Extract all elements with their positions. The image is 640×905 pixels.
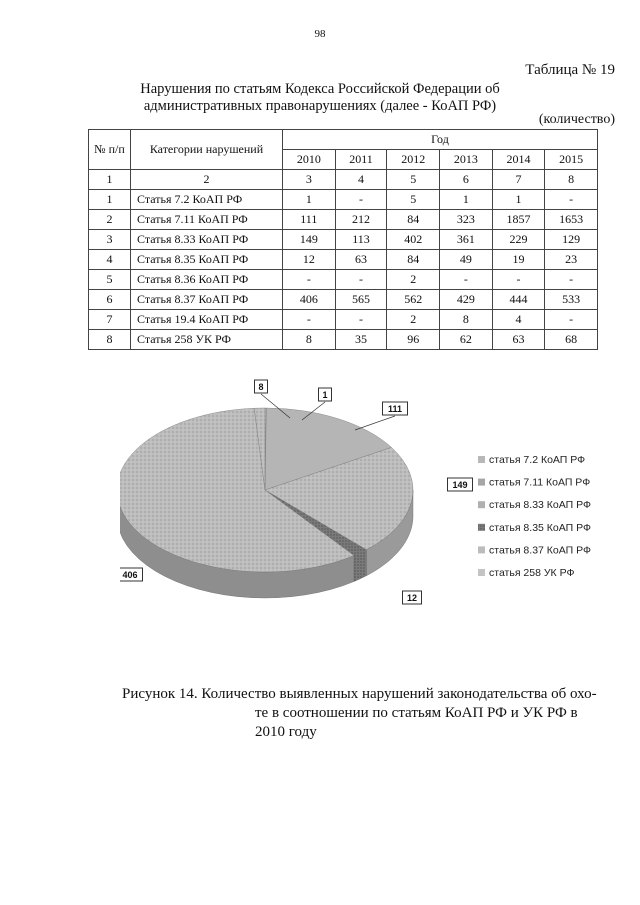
value-cell: -	[335, 190, 387, 210]
value-cell: 1	[283, 190, 336, 210]
index-cell: 4	[335, 170, 387, 190]
legend-label: статья 8.33 КоАП РФ	[489, 499, 591, 512]
value-cell: 84	[387, 250, 440, 270]
table-row	[89, 210, 598, 230]
value-cell: 2	[387, 310, 440, 330]
year-header: 2015	[545, 150, 598, 170]
year-header: 2014	[492, 150, 545, 170]
value-cell: 8	[440, 310, 493, 330]
pie-data-label	[403, 591, 422, 604]
value-cell: 129	[545, 230, 598, 250]
table-row	[89, 190, 598, 210]
value-cell: 406	[283, 290, 336, 310]
row-number: 1	[89, 190, 131, 210]
index-cell: 8	[545, 170, 598, 190]
row-number: 6	[89, 290, 131, 310]
category-cell: Статья 8.36 КоАП РФ	[131, 270, 283, 290]
legend-swatch	[478, 524, 485, 531]
legend-swatch	[478, 479, 485, 486]
row-number: 7	[89, 310, 131, 330]
category-cell: Статья 8.35 КоАП РФ	[131, 250, 283, 270]
legend-swatch	[478, 569, 485, 576]
value-cell: 1	[440, 190, 493, 210]
value-cell: 8	[283, 330, 336, 350]
value-cell: 35	[335, 330, 387, 350]
category-cell: Статья 258 УК РФ	[131, 330, 283, 350]
value-cell: 1857	[492, 210, 545, 230]
value-cell: 96	[387, 330, 440, 350]
table-title: Нарушения по статьям Кодекса Российской Федерации об административных правонарушениях (далее - КоАП РФ)	[140, 81, 500, 114]
row-number: 8	[89, 330, 131, 350]
value-cell: 444	[492, 290, 545, 310]
table-body	[89, 170, 598, 350]
value-cell: 402	[387, 230, 440, 250]
svg-text:406: 406	[122, 570, 138, 580]
value-cell: 111	[283, 210, 336, 230]
index-cell: 3	[283, 170, 336, 190]
pie-data-label	[120, 568, 143, 581]
chart-legend	[478, 454, 591, 579]
value-cell: 63	[335, 250, 387, 270]
page-number: 98	[314, 28, 326, 40]
value-cell: 361	[440, 230, 493, 250]
leader-line	[355, 416, 395, 430]
pie-data-label	[255, 380, 268, 393]
value-cell: 23	[545, 250, 598, 270]
legend-label: статья 8.37 КоАП РФ	[489, 544, 591, 557]
value-cell: 565	[335, 290, 387, 310]
row-number: 5	[89, 270, 131, 290]
value-cell: 149	[283, 230, 336, 250]
value-cell: 323	[440, 210, 493, 230]
table-row	[89, 270, 598, 290]
caption-line-2: те в соотношении по статьям КоАП РФ и УК РФ в 2010 году	[255, 705, 578, 740]
row-number: 2	[89, 210, 131, 230]
row-number: 4	[89, 250, 131, 270]
legend-label: статья 7.2 КоАП РФ	[489, 454, 586, 466]
value-cell: 113	[335, 230, 387, 250]
pie-data-label	[319, 388, 332, 401]
year-header: 2010	[283, 150, 336, 170]
legend-swatch	[478, 456, 485, 463]
table-row	[89, 250, 598, 270]
index-cell: 5	[387, 170, 440, 190]
value-cell: 533	[545, 290, 598, 310]
value-cell: 212	[335, 210, 387, 230]
header-num: № п/п	[89, 130, 131, 170]
figure-caption	[122, 685, 602, 742]
table-row	[89, 290, 598, 310]
year-header: 2011	[335, 150, 387, 170]
row-number: 3	[89, 230, 131, 250]
value-cell: -	[335, 270, 387, 290]
legend-label: статья 8.35 КоАП РФ	[489, 521, 591, 534]
svg-text:149: 149	[452, 480, 468, 490]
category-cell: Статья 8.33 КоАП РФ	[131, 230, 283, 250]
legend-label: статья 7.11 КоАП РФ	[489, 476, 591, 489]
index-cell: 2	[131, 170, 283, 190]
value-cell: 68	[545, 330, 598, 350]
value-cell: -	[283, 310, 336, 330]
value-cell: 1653	[545, 210, 598, 230]
category-cell: Статья 7.2 КоАП РФ	[131, 190, 283, 210]
value-cell: 62	[440, 330, 493, 350]
index-cell: 7	[492, 170, 545, 190]
value-cell: 2	[387, 270, 440, 290]
svg-text:8: 8	[258, 382, 264, 392]
value-cell: 12	[283, 250, 336, 270]
value-cell: 4	[492, 310, 545, 330]
value-cell: 5	[387, 190, 440, 210]
svg-text:12: 12	[406, 593, 418, 603]
index-row	[89, 170, 598, 190]
table-row	[89, 330, 598, 350]
value-cell: -	[492, 270, 545, 290]
svg-text:1: 1	[322, 390, 328, 400]
table-unit: (количество)	[538, 112, 615, 127]
value-cell: -	[545, 190, 598, 210]
value-cell: 429	[440, 290, 493, 310]
value-cell: 19	[492, 250, 545, 270]
legend-label: статья 258 УК РФ	[489, 567, 575, 579]
category-cell: Статья 8.37 КоАП РФ	[131, 290, 283, 310]
value-cell: 562	[387, 290, 440, 310]
legend-swatch	[478, 546, 485, 553]
legend-swatch	[478, 501, 485, 508]
value-cell: 229	[492, 230, 545, 250]
pie-data-label	[448, 478, 473, 491]
violations-table	[88, 129, 598, 350]
index-cell: 1	[89, 170, 131, 190]
pie-data-label	[383, 402, 408, 415]
value-cell: -	[440, 270, 493, 290]
value-cell: 84	[387, 210, 440, 230]
index-cell: 6	[440, 170, 493, 190]
pie-top	[120, 408, 413, 572]
category-cell: Статья 7.11 КоАП РФ	[131, 210, 283, 230]
value-cell: -	[545, 270, 598, 290]
table-row	[89, 230, 598, 250]
year-header: 2012	[387, 150, 440, 170]
header-category: Категории нарушений	[131, 130, 283, 170]
value-cell: -	[335, 310, 387, 330]
caption-line-1: Рисунок 14. Количество выявленных нарушений законодательства об охо-	[122, 686, 597, 702]
header-year: Год	[283, 130, 598, 150]
value-cell: -	[545, 310, 598, 330]
svg-text:111: 111	[387, 404, 403, 414]
value-cell: 49	[440, 250, 493, 270]
value-cell: -	[283, 270, 336, 290]
year-header: 2013	[440, 150, 493, 170]
category-cell: Статья 19.4 КоАП РФ	[131, 310, 283, 330]
pie-chart	[120, 375, 620, 625]
table-number: Таблица № 19	[525, 62, 615, 78]
table-row	[89, 310, 598, 330]
value-cell: 1	[492, 190, 545, 210]
value-cell: 63	[492, 330, 545, 350]
